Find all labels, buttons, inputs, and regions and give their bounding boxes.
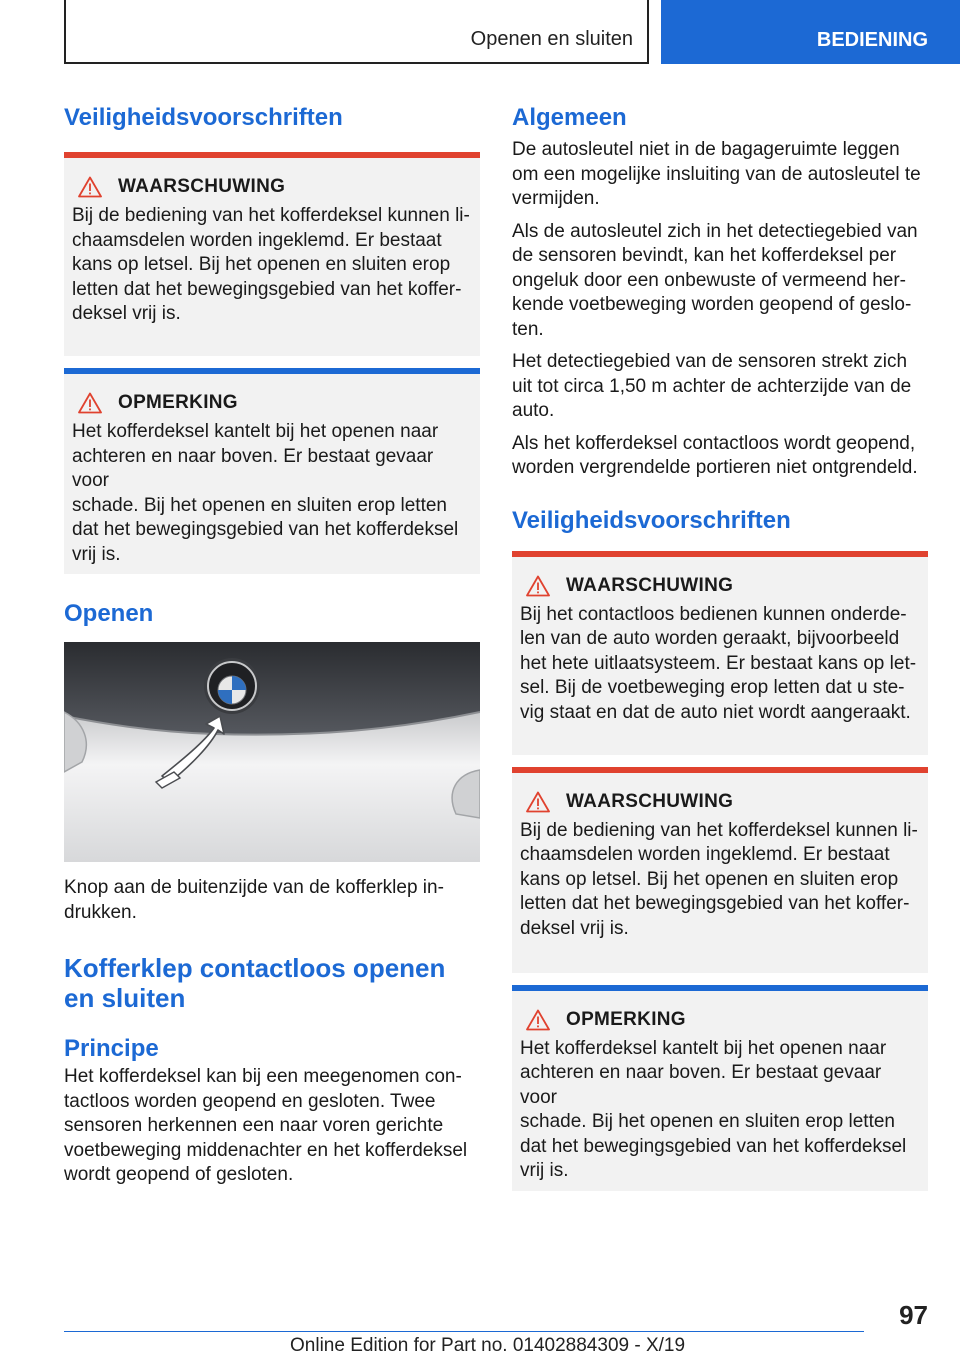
open-heading: Openen bbox=[64, 600, 154, 627]
warning-triangle-icon bbox=[78, 176, 102, 198]
note-box-1 bbox=[64, 368, 480, 574]
note-text: Het kofferdeksel kantelt bij het openen naar achteren en naar boven. Er bestaat gevaar voor schade. Bij het openen en sluiten erop letten dat het bewegingsgebied van het kofferdeksel vrij is. bbox=[72, 421, 459, 565]
warning-triangle-icon bbox=[526, 575, 550, 597]
general-paragraph-3: Het detectiegebied van de sensoren strekt zich uit tot circa 1,50 m achter de achterzijde van de auto. bbox=[512, 351, 912, 421]
note-box-2 bbox=[512, 985, 928, 1191]
general-heading: Algemeen bbox=[512, 104, 627, 131]
warning-title: WAARSCHUWING bbox=[118, 176, 286, 197]
header-chapter-title: BEDIENING bbox=[816, 29, 928, 51]
header-section-box bbox=[64, 0, 649, 64]
footer-edition: Online Edition for Part no. 01402884309 - X/19 bbox=[290, 1335, 686, 1356]
contactless-heading: Kofferklep contactloos openen en sluiten bbox=[64, 953, 446, 1013]
note-text: Het kofferdeksel kantelt bij het openen naar achteren en naar boven. Er bestaat gevaar voor schade. Bij het openen en sluiten erop letten dat het bewegingsgebied van het kofferdeksel vrij is. bbox=[520, 1037, 907, 1181]
trunk-lid-drawing bbox=[64, 642, 480, 862]
warning-triangle-icon bbox=[526, 1009, 550, 1031]
left-column bbox=[64, 100, 480, 1188]
warning-title: WAARSCHUWING bbox=[566, 574, 734, 596]
right-column bbox=[512, 100, 928, 1191]
principle-text: Het kofferdeksel kan bij een meegenomen con- tactloos worden geopend en gesloten. Twee sensoren herkennen een naar voren gerichte voetbeweging middenachter en het kofferdeksel wordt geopend of gesloten. bbox=[64, 1066, 468, 1185]
warning-triangle-icon bbox=[78, 392, 102, 414]
principle-heading: Principe bbox=[64, 1035, 159, 1062]
warning-text: Bij de bediening van het kofferdeksel kunnen li- chaamsdelen worden ingeklemd. Er bestaat kans op letsel. Bij het openen en sluiten erop letten dat het bewegingsgebied van het koffer- deksel vrij is. bbox=[72, 205, 470, 324]
note-title: OPMERKING bbox=[566, 1008, 686, 1030]
warning-box-2 bbox=[512, 551, 928, 755]
safety-heading-left: Veiligheidsvoorschriften bbox=[64, 104, 343, 131]
warning-triangle-icon bbox=[526, 791, 550, 813]
figure-caption: Knop aan de buitenzijde van de kofferklep in- drukken. bbox=[64, 877, 444, 923]
safety-heading-right: Veiligheidsvoorschriften bbox=[512, 506, 791, 534]
header-section-title: Openen en sluiten bbox=[470, 28, 633, 50]
trunk-button-illustration bbox=[64, 642, 480, 862]
general-paragraph-2: Als de autosleutel zich in het detectiegebied van de sensoren bevindt, kan het kofferdeksel per ongeluk door een onbewuste of vermeend her- kende voetbeweging worden geopend of geslo- ten. bbox=[512, 220, 918, 340]
warning-text: Bij de bediening van het kofferdeksel kunnen li- chaamsdelen worden ingeklemd. Er bestaat kans op letsel. Bij het openen en sluiten erop letten dat het bewegingsgebied van het koffer- deksel vrij is. bbox=[520, 819, 918, 939]
header-chapter-tab bbox=[661, 0, 960, 64]
warning-box-1 bbox=[64, 152, 480, 356]
general-paragraph-1: De autosleutel niet in de bagageruimte leggen om een mogelijke insluiting van de autosleutel te vermijden. bbox=[512, 139, 921, 209]
warning-title: WAARSCHUWING bbox=[566, 790, 734, 812]
page-number: 97 bbox=[899, 1300, 928, 1330]
general-paragraph-4: Als het kofferdeksel contactloos wordt geopend, worden vergrendelde portieren niet ontgrendeld. bbox=[512, 432, 918, 478]
note-title: OPMERKING bbox=[118, 392, 238, 413]
warning-box-3 bbox=[512, 767, 928, 973]
footer-divider bbox=[64, 1331, 864, 1332]
warning-text: Bij het contactloos bedienen kunnen onderde- len van de auto worden geraakt, bijvoorbeeld het hete uitlaatsysteem. Er bestaat kans op let- sel. Bij de voetbeweging erop letten dat u ste- vig staat en dat de auto niet wordt aangeraakt. bbox=[520, 603, 917, 723]
